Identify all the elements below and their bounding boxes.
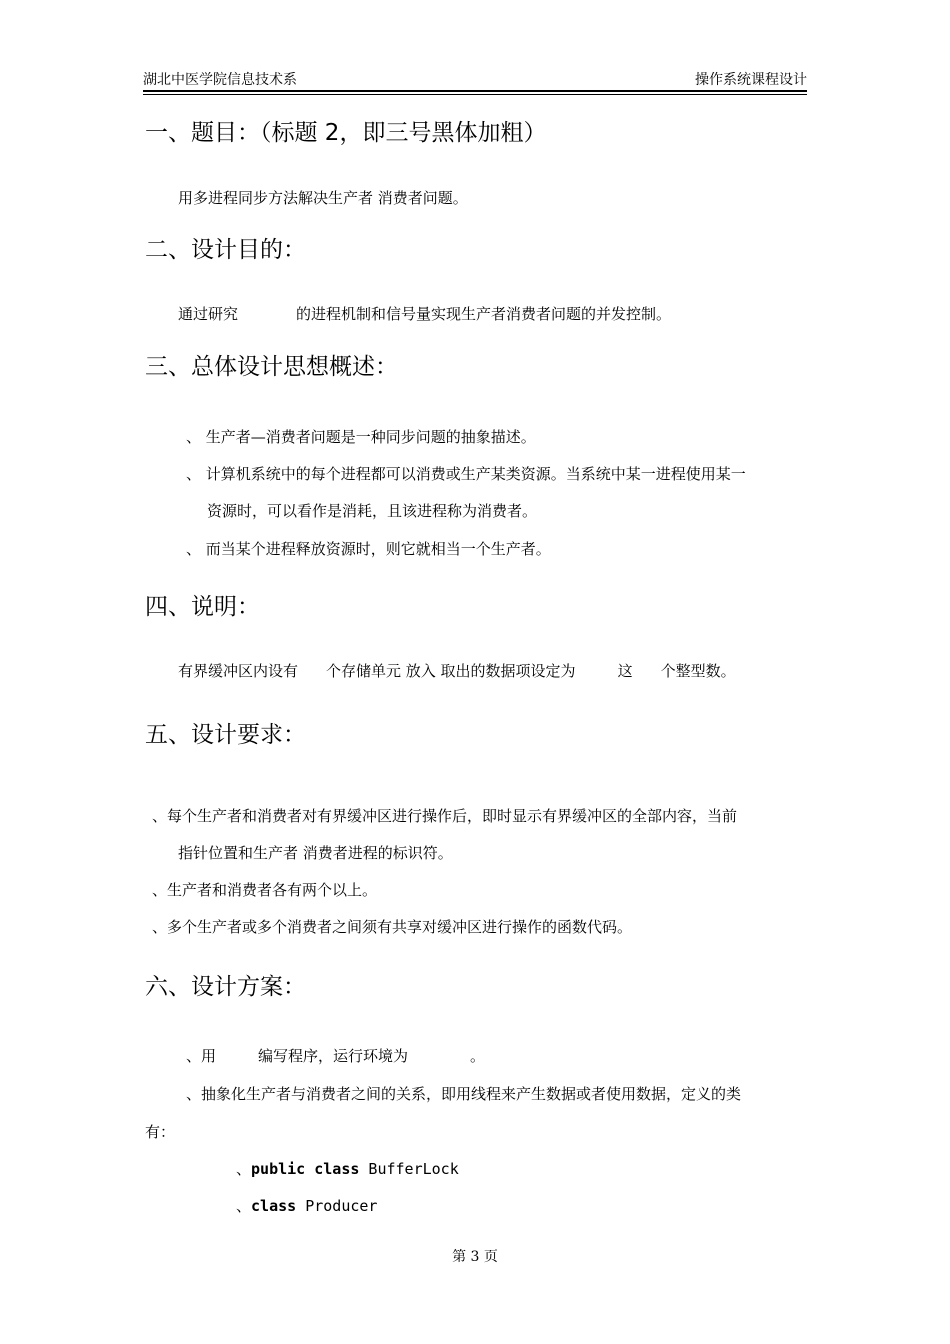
code-prefix: 、 [236, 1197, 252, 1215]
purpose-text-b: 的进程机制和信号量实现生产者消费者问题的并发控制。 [296, 305, 672, 323]
notes-part: 有界缓冲区内设有 [178, 662, 299, 680]
notes-part: 个存储单元 放入 取出的数据项设定为 [326, 662, 576, 680]
header-left-text: 湖北中医学院信息技术系 [143, 72, 297, 88]
notes-part: 这 [617, 662, 633, 680]
notes-part: 个整型数。 [660, 662, 736, 680]
notes-body [178, 660, 736, 682]
header-right-text: 操作系统课程设计 [695, 72, 807, 88]
heading-topic: 一、题目：（标题 2，即三号黑体加粗） [145, 120, 547, 146]
code-class-name: Producer [305, 1197, 378, 1215]
requirement-item-continuation: 指针位置和生产者 消费者进程的标识符。 [178, 844, 453, 862]
purpose-body [178, 303, 671, 325]
requirement-item: 、多个生产者或多个消费者之间须有共享对缓冲区进行操作的函数代码。 [152, 918, 633, 936]
plan-part: 、用 [186, 1047, 217, 1065]
code-keyword-class: class [251, 1197, 297, 1215]
heading-purpose: 二、设计目的： [145, 237, 306, 263]
overview-item-continuation: 资源时，可以看作是消耗，且该进程称为消费者。 [207, 502, 538, 520]
requirement-item: 、每个生产者和消费者对有界缓冲区进行操作后，即时显示有界缓冲区的全部内容，当前 [152, 807, 738, 825]
plan-line-1 [186, 1045, 485, 1067]
overview-item: 、 而当某个进程释放资源时，则它就相当一个生产者。 [186, 540, 551, 558]
plan-line-3: 有： [145, 1123, 176, 1141]
purpose-text-a: 通过研究 [178, 305, 239, 323]
plan-part: 编写程序，运行环境为 [258, 1047, 409, 1065]
page-number: 第 3 页 [452, 1249, 498, 1265]
overview-item: 、 计算机系统中的每个进程都可以消费或生产某类资源。当系统中某一进程使用某一 [186, 465, 746, 483]
header-rule-thick [143, 90, 807, 92]
code-class-name: BufferLock [368, 1160, 459, 1178]
overview-item: 、 生产者—消费者问题是一种同步问题的抽象描述。 [186, 428, 536, 446]
code-class-producer [236, 1195, 377, 1217]
code-keyword-class: class [314, 1160, 360, 1178]
page-header [143, 70, 807, 92]
heading-notes: 四、说明： [145, 594, 260, 620]
heading-design-plan: 六、设计方案： [145, 974, 306, 1000]
requirement-item: 、生产者和消费者各有两个以上。 [152, 881, 378, 899]
plan-line-2: 、抽象化生产者与消费者之间的关系，即用线程来产生数据或者使用数据，定义的类 [186, 1085, 742, 1103]
plan-part: 。 [470, 1047, 486, 1065]
heading-overview: 三、总体设计思想概述： [145, 354, 398, 380]
code-class-bufferlock [236, 1158, 459, 1180]
code-keyword-public: public [251, 1160, 306, 1178]
header-rule-thin [143, 94, 807, 95]
heading-requirements: 五、设计要求： [145, 722, 306, 748]
topic-body: 用多进程同步方法解决生产者 消费者问题。 [178, 189, 468, 207]
code-prefix: 、 [236, 1160, 252, 1178]
